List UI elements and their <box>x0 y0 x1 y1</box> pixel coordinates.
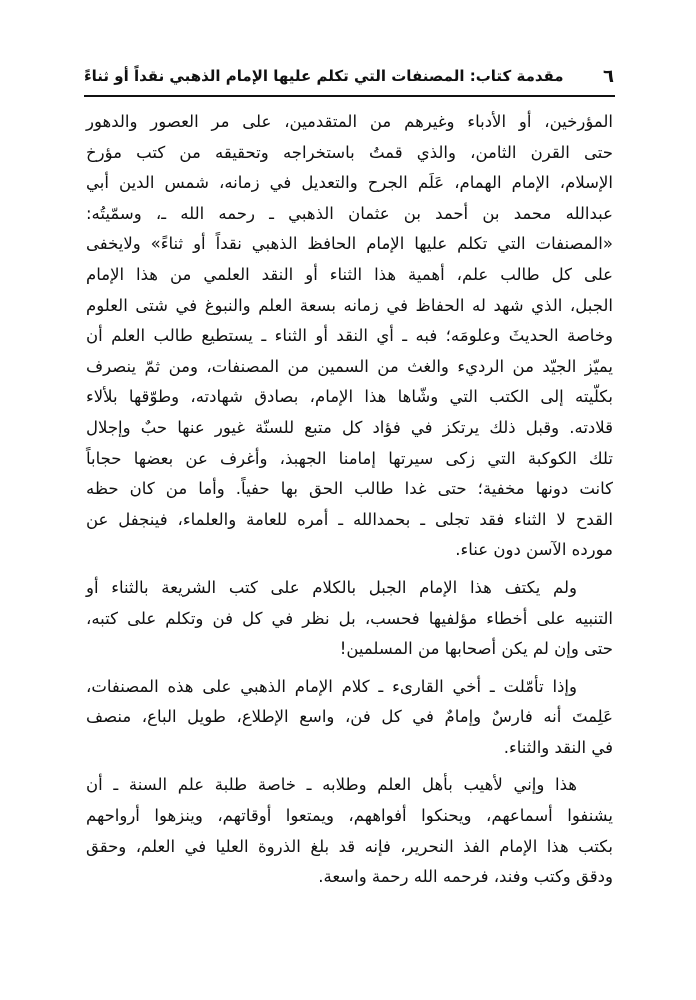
text-line: يميّز الجيّد من الرديء والغث من السمين من المصنفات، ومن ثمّ ينصرف <box>86 356 613 376</box>
paragraph <box>86 107 613 566</box>
text-line: يشنفوا أسماعهم، ويحنكوا أفواههم، ويمتعوا أوقاتهم، وينزهوا أرواحهم <box>86 806 613 826</box>
text-line: ودقق وكتب وفند، فرحمه الله رحمة واسعة. <box>318 867 613 887</box>
text-line: حتى وإن لم يكن أصحابها من المسلمين! <box>339 639 613 659</box>
text-line: ولم يكتف هذا الإمام الجبل بالكلام على كتب الشريعة بالثناء أو <box>86 577 577 597</box>
page-body <box>86 107 613 900</box>
paragraph <box>86 672 613 764</box>
text-line: المؤرخين، أو الأدباء وغيرهم من المتقدمين، على مر العصور والدهور <box>86 112 613 131</box>
text-line: بكلّيته إلى الكتب التي وشّاها هذا الإمام، بصادق شهادته، وطوّقها بلألاء <box>86 387 613 407</box>
text-line: التنبيه على أخطاء مؤلفيها فحسب، بل نظر في كل فن وتكلم على كتبه، <box>86 608 613 628</box>
page-number: ٦ <box>603 66 614 87</box>
text-line: القدح لا الثناء فقد تجلى ـ بحمدالله ـ أمره للعامة والعلماء، فينجفل عن <box>86 509 613 529</box>
text-line: عبدالله محمد بن أحمد بن عثمان الذهبي ـ رحمه الله ـ، وسمّيتُه: <box>86 203 613 223</box>
text-line: هذا وإني لأهيب بأهل العلم وطلابه ـ خاصة طلبة علم السنة ـ أن <box>86 775 577 795</box>
text-line: الجبل، الذي شهد له الحفاظ في زمانه بسعة العلم والنبوغ في شتى العلوم <box>86 295 613 315</box>
paragraph <box>86 770 613 892</box>
page-header <box>84 64 614 92</box>
text-line: وإذا تأمّلت ـ أخي القارىء ـ كلام الإمام الذهبي على هذه المصنفات، <box>86 676 577 696</box>
text-line: وخاصة الحديثَ وعلومَه؛ فبه ـ أي النقد أو الثناء ـ يستطيع طالب العلم أن <box>86 326 613 346</box>
text-line: تلك الكوكبة التي زكى سيرتها إمامنا الجهبذ، وأغرف عن بعضها حجاباً <box>86 448 613 468</box>
text-line: مورده الآسن دون عناء. <box>455 540 613 560</box>
running-title: مقدمة كتاب: المصنفات التي تكلم عليها الإمام الذهبي نقداً أو ثناءً <box>84 67 564 85</box>
text-line: كانت دونها مخفية؛ حتى غدا طالب الحق بها حفياً. وأما من كان حظه <box>86 479 613 499</box>
text-line: «المصنفات التي تكلم عليها الإمام الحافظ الذهبي نقداً أو ثناءً» ولايخفى <box>86 234 613 254</box>
text-line: الإسلام، الإمام الهمام، عَلَم الجرح والتعديل في زمانه، شمس الدين أبي <box>86 173 613 193</box>
text-line: قلادته. وقبل ذلك يرتكز في فؤاد كل متبع للسنّة غيور عنها حبٌ وإجلال <box>86 417 613 437</box>
text-line: في النقد والثناء. <box>503 737 613 757</box>
text-line: على كل طالب علم، أهمية هذا الثناء أو النقد العلمي من هذا الإمام <box>86 264 613 284</box>
text-line: حتى القرن الثامن، والذي قمتُ باستخراجه وتحقيقه من كتب مؤرخ <box>86 142 613 162</box>
text-line: بكتب هذا الإمام الفذ النحرير، فإنه قد بلغ الذروة العليا في العلم، وحقق <box>86 836 613 856</box>
paragraph <box>86 573 613 665</box>
header-rule <box>84 95 615 97</box>
text-line: عَلِمتَ أنه فارسٌ وإمامٌ في كل فن، واسع الإطلاع، طويل الباع، منصف <box>86 707 613 727</box>
